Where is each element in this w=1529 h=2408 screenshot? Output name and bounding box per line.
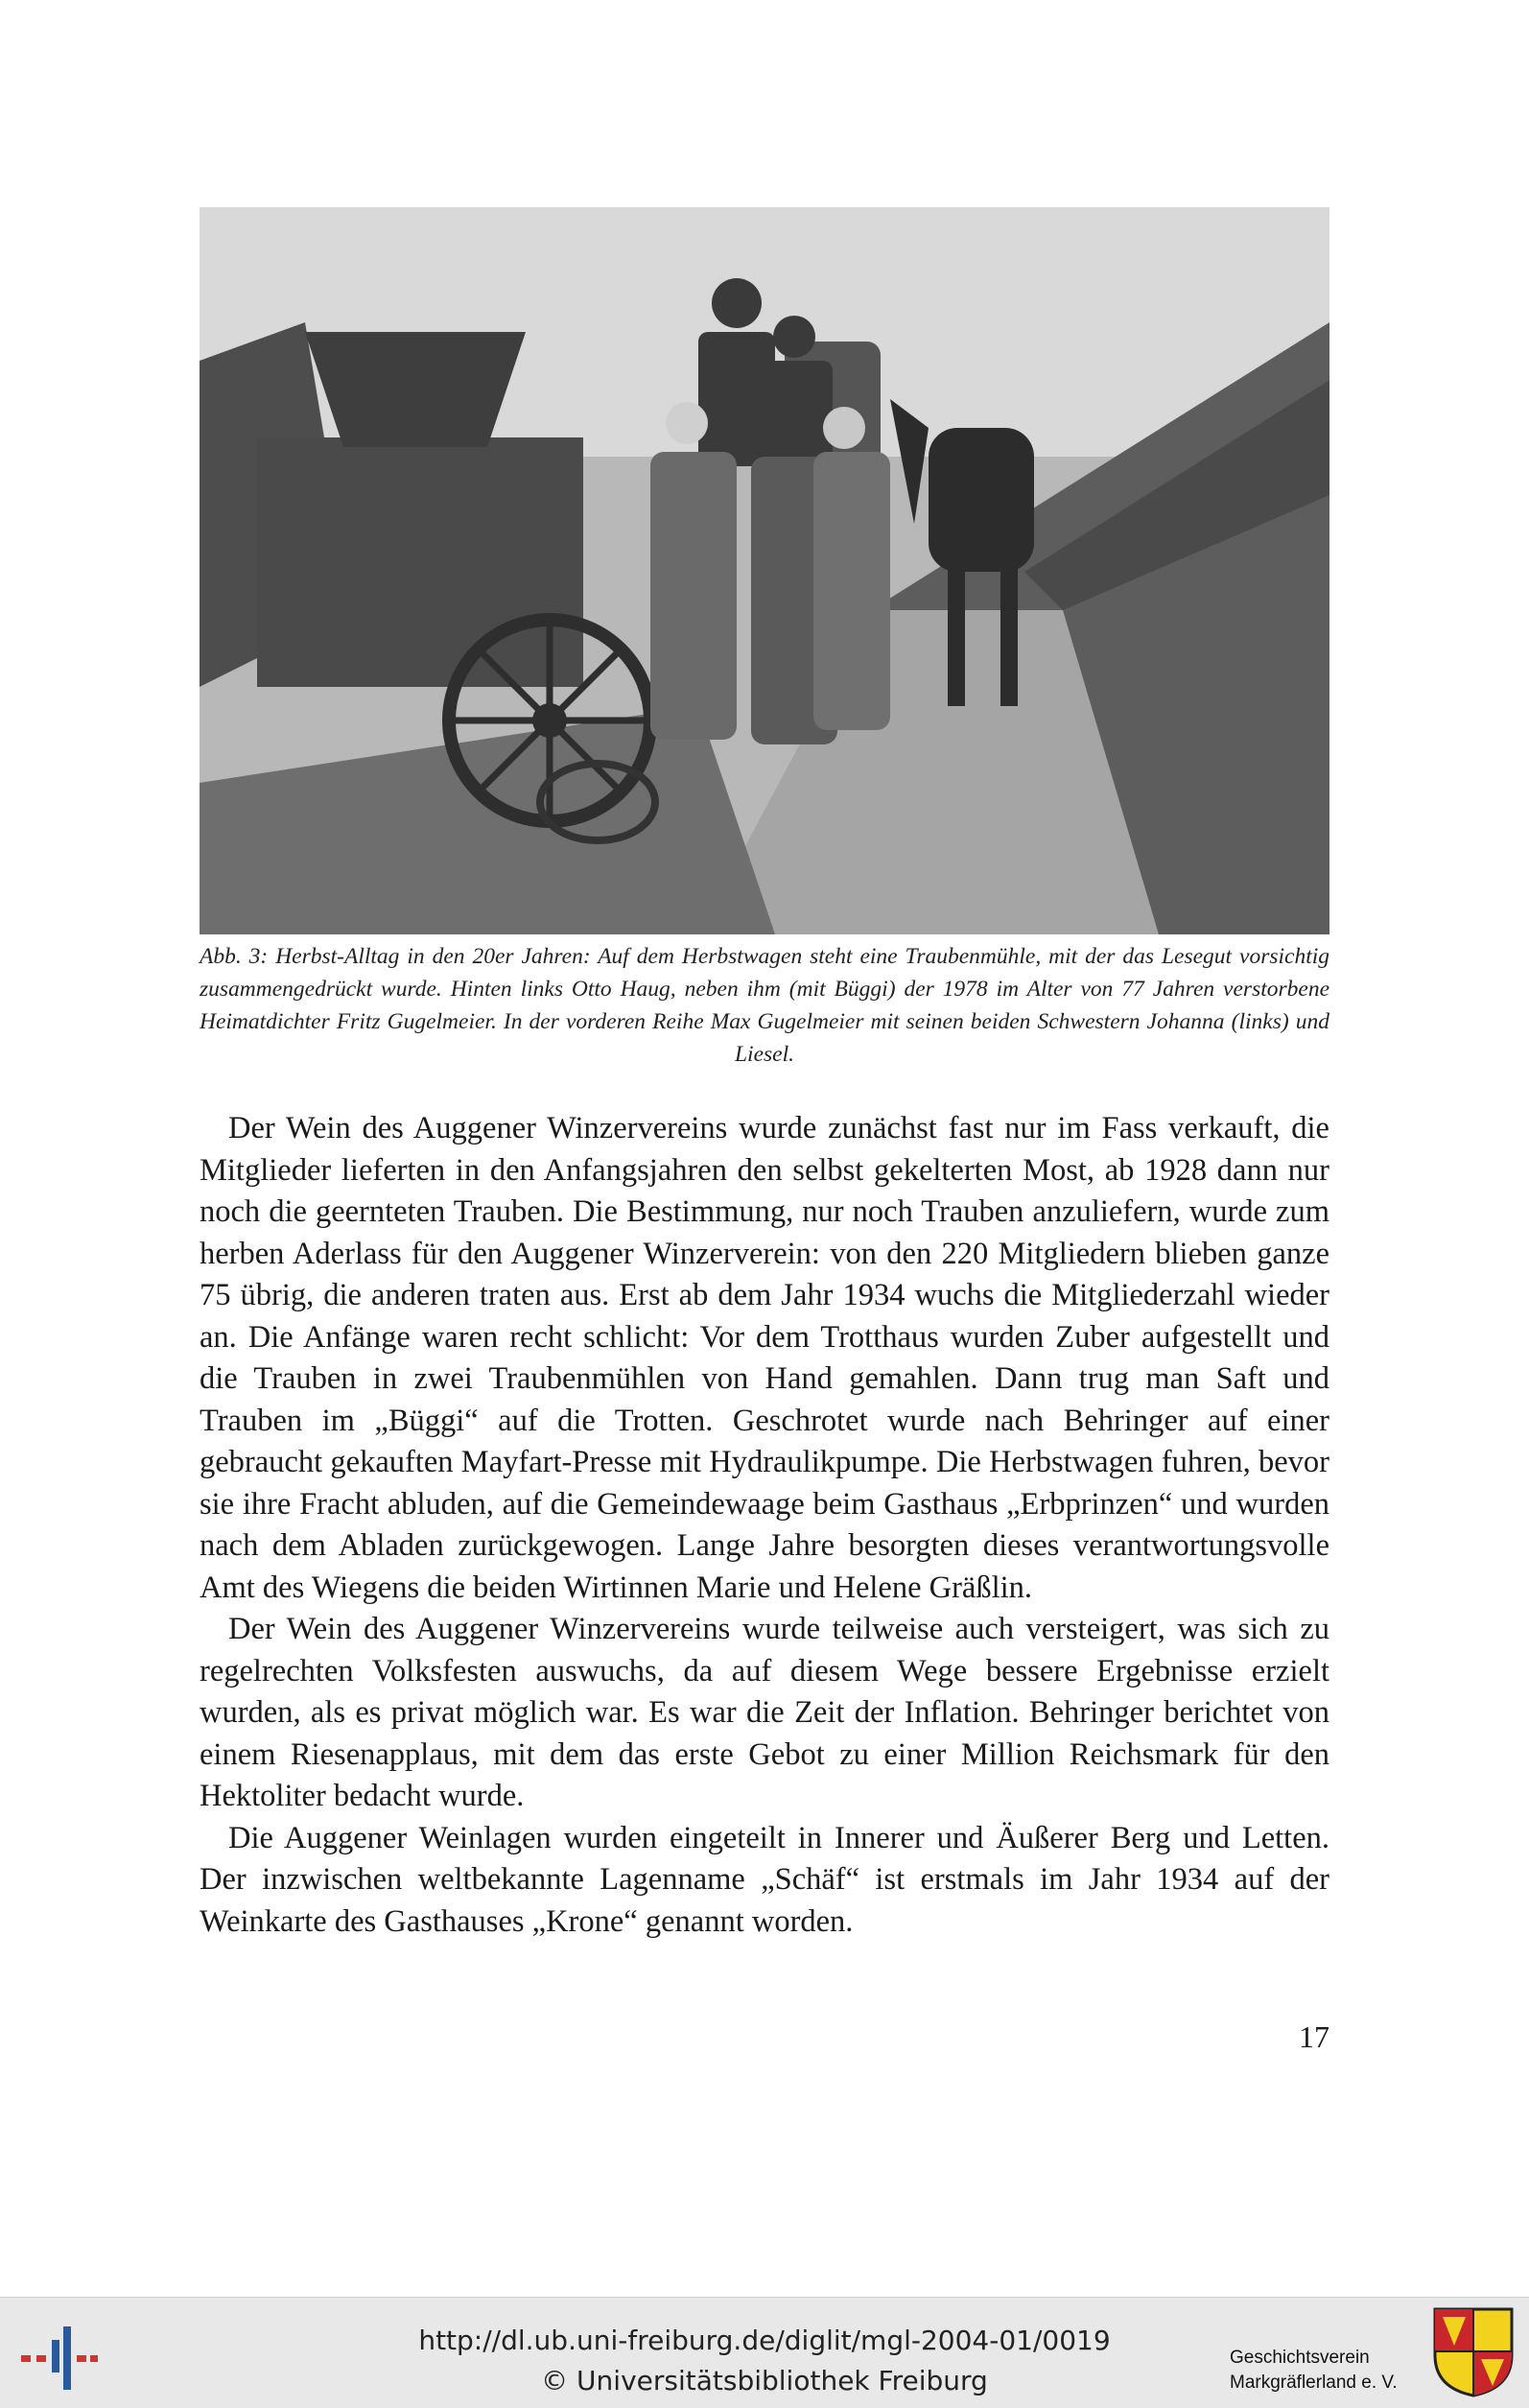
- paragraph: Der Wein des Auggener Winzervereins wurde teilweise auch versteigert, was sich zu regelrechten Volksfesten auswuchs, da auf diesem Wege bessere Ergebnisse erzielt wurden, als es privat möglich war. Es war die Zeit der Inflation. Behringer berichtet von einem Riesenapplaus, mit dem das erste Gebot zu einer Million Reichsmark für den Hektoliter bedacht wurde.: [200, 1612, 1329, 1813]
- page-number: 17: [1299, 2019, 1329, 2054]
- viewer-footer: [0, 2297, 1529, 2408]
- association-line: Markgräflerland e. V.: [1230, 2373, 1398, 2393]
- paragraph: Die Auggener Weinlagen wurden eingeteilt in Innerer und Äußerer Berg und Letten. Der inzwischen weltbekannte Lagenname „Schäf“ ist erstmals im Jahr 1934 auf der Weinkarte des Gasthauses „Krone“ genannt worden.: [200, 1820, 1329, 1939]
- photo-illustration: [200, 207, 1329, 934]
- association-name: [1230, 2346, 1431, 2396]
- document-url-link[interactable]: http://dl.ub.uni-freiburg.de/diglit/mgl-2004-01/0019: [418, 2325, 1111, 2356]
- association-line: Geschichtsverein: [1230, 2348, 1370, 2368]
- article-body: [200, 1108, 1329, 1943]
- coat-of-arms-icon: [1433, 2307, 1514, 2397]
- historical-photo: [200, 207, 1329, 934]
- paragraph: Der Wein des Auggener Winzervereins wurde zunächst fast nur im Fass verkauft, die Mitglieder lieferten in den Anfangsjahren den selbst gekelterten Most, ab 1928 dann nur noch die geernteten Trauben. Die Bestimmung, nur noch Trauben anzuliefern, wurde zum herben Aderlass für den Auggener Winzerverein: von den 220 Mitgliedern blieben ganze 75 übrig, die anderen traten aus. Erst ab dem Jahr 1934 wuchs die Mitgliederzahl wieder an. Die Anfänge waren recht schlicht: Vor dem Trotthaus wurden Zuber aufgestellt und die Trauben in zwei Traubenmühlen von Hand gemahlen. Dann trug man Saft und Trauben im „Büggi“ auf die Trotten. Geschrotet wurde nach Behringer auf einer gebraucht gekauften Mayfart-Presse mit Hydraulikpumpe. Die Herbstwagen fuhren, bevor sie ihre Fracht abluden, auf die Gemeindewaage beim Gasthaus „Erbprinzen“ und wurden nach dem Abladen zurückgewogen. Lange Jahre besorgten dieses verantwortungsvolle Amt des Wiegens die beiden Wirtinnen Marie und Helene Gräßlin.: [200, 1111, 1329, 1605]
- photo-caption: Abb. 3: Herbst-Alltag in den 20er Jahren: Auf dem Herbstwagen steht eine Traubenmühle, mit der das Lesegut vorsichtig zusammengedrückt wurde. Hinten links Otto Haug, neben ihm (mit Büggi) der 1978 im Alter von 77 Jahren verstorbene Heimatdichter Fritz Gugelmeier. In der vorderen Reihe Max Gugelmeier mit seinen beiden Schwestern Johanna (links) und Liesel.: [200, 944, 1329, 1067]
- copyright-text: © Universitätsbibliothek Freiburg: [541, 2365, 988, 2396]
